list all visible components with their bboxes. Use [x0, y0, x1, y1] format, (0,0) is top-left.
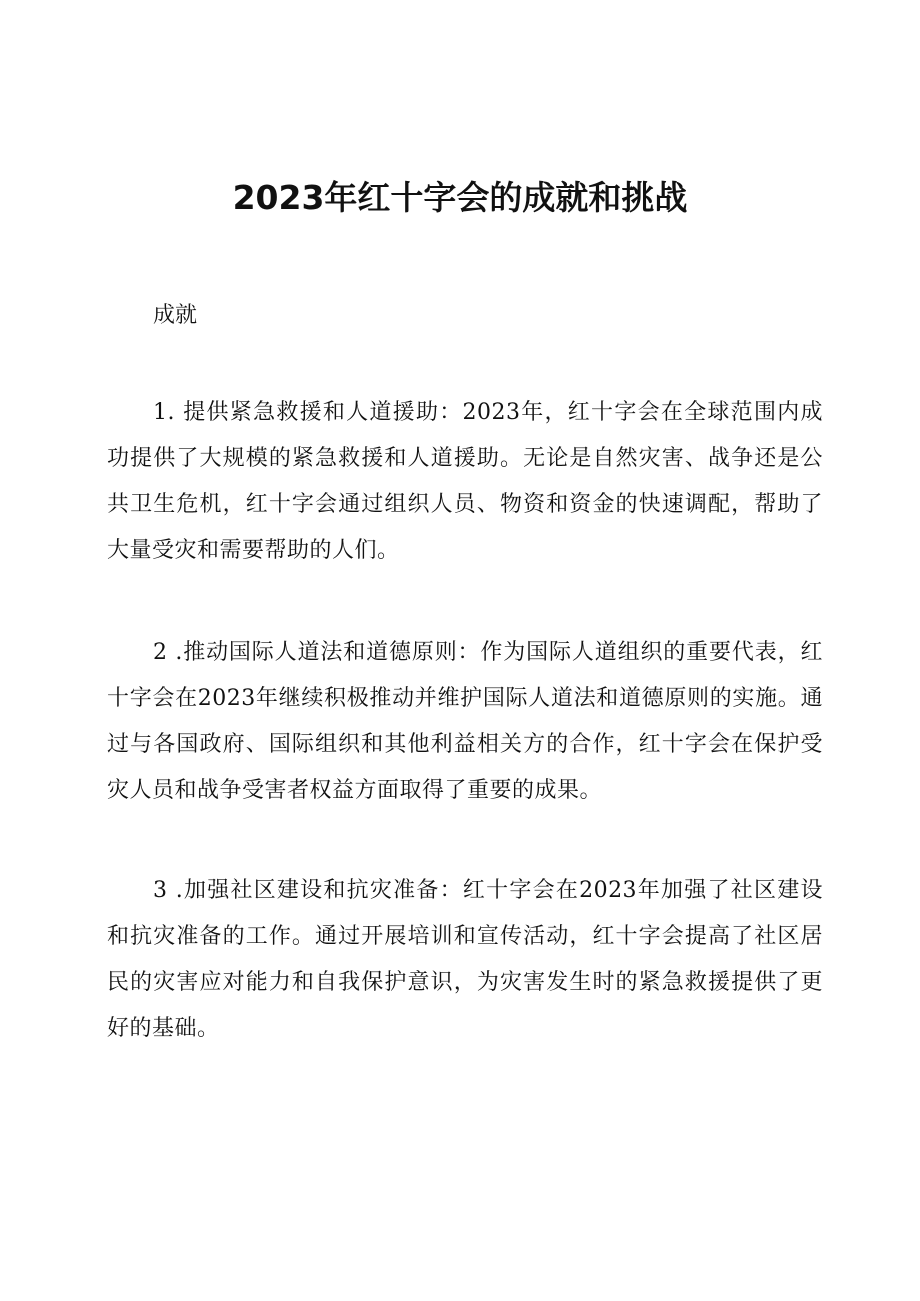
document-title: 2023年红十字会的成就和挑战: [232, 178, 688, 217]
paragraph-achievement-3: 3 .加强社区建设和抗灾准备：红十字会在2023年加强了社区建设和抗灾准备的工作。通过开展培训和宣传活动，红十字会提高了社区居民的灾害应对能力和自我保护意识，为灾害发生时的紧急救援提供了更好的基础。: [107, 878, 823, 1041]
section-heading-achievements: 成就: [153, 303, 198, 328]
paragraph-achievement-2: 2 .推动国际人道法和道德原则：作为国际人道组织的重要代表，红十字会在2023年继续积极推动并维护国际人道法和道德原则的实施。通过与各国政府、国际组织和其他利益相关方的合作，红十字会在保护受灾人员和战争受害者权益方面取得了重要的成果。: [107, 640, 823, 803]
paragraph-achievement-1: 1. 提供紧急救援和人道援助：2023年，红十字会在全球范围内成功提供了大规模的紧急救援和人道援助。无论是自然灾害、战争还是公共卫生危机，红十字会通过组织人员、物资和资金的快速调配，帮助了大量受灾和需要帮助的人们。: [107, 400, 823, 563]
